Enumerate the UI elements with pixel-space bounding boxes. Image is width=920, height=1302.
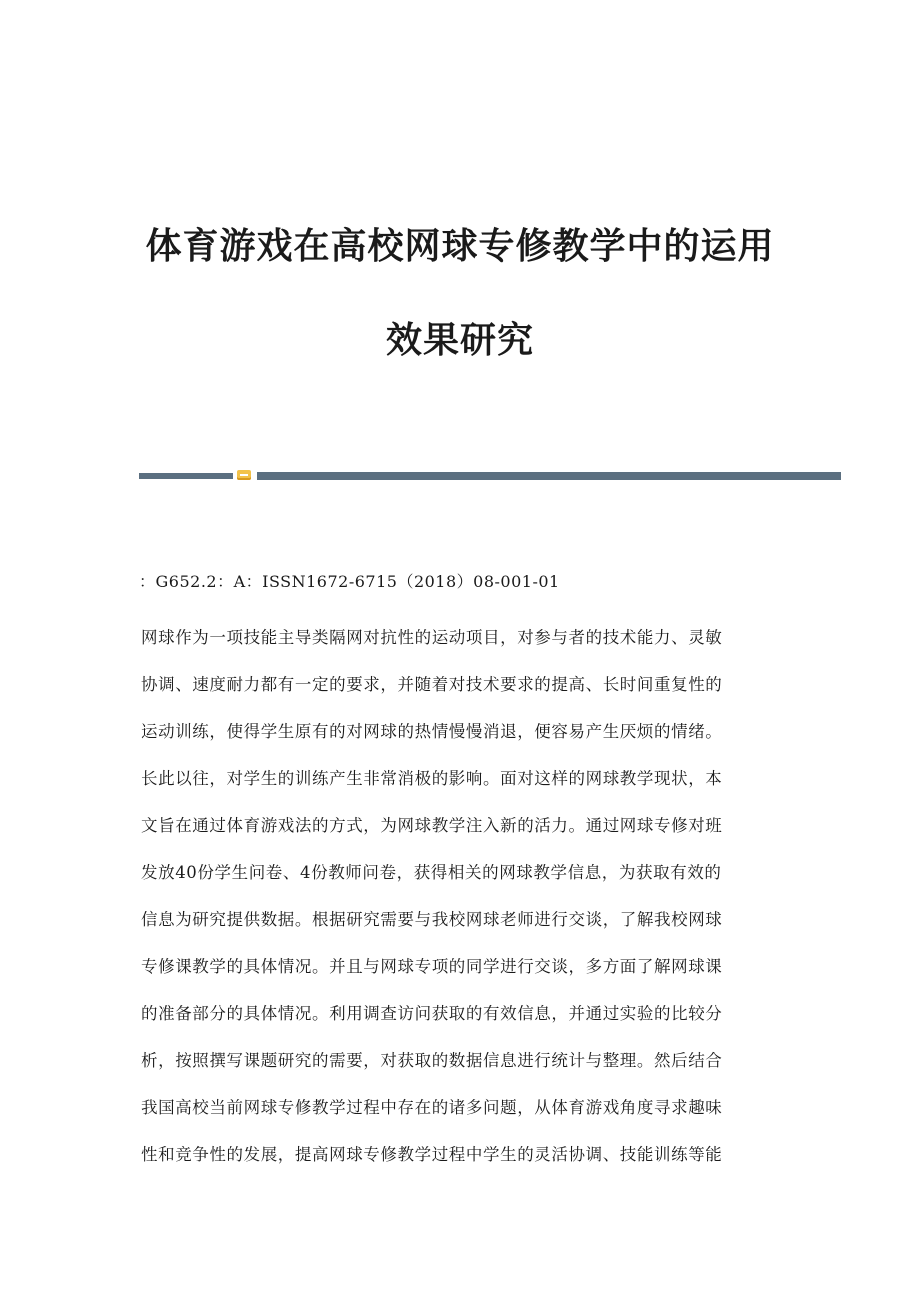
body-line: 运动训练，使得学生原有的对网球的热情慢慢消退，便容易产生厌烦的情绪。	[141, 722, 723, 741]
divider-right-segment	[257, 472, 841, 480]
body-line: 我国高校当前网球专修教学过程中存在的诸多问题，从体育游戏角度寻求趣味	[141, 1098, 723, 1117]
body-line: 发放40份学生问卷、4份教师问卷，获得相关的网球教学信息，为获取有效的	[141, 863, 722, 882]
title-divider	[139, 469, 841, 481]
body-line: 网球作为一项技能主导类隔网对抗性的运动项目，对参与者的技术能力、灵敏	[141, 628, 723, 647]
body-line: 的准备部分的具体情况。利用调查访问获取的有效信息，并通过实验的比较分	[141, 1004, 723, 1023]
body-line: 信息为研究提供数据。根据研究需要与我校网球老师进行交谈，了解我校网球	[141, 910, 723, 929]
title-line-1: 体育游戏在高校网球专修教学中的运用	[145, 226, 775, 267]
divider-ornament-icon	[237, 470, 251, 480]
body-line: 析，按照撰写课题研究的需要，对获取的数据信息进行统计与整理。然后结合	[141, 1051, 723, 1070]
body-line: 性和竞争性的发展，提高网球专修教学过程中学生的灵活协调、技能训练等能	[141, 1145, 723, 1164]
classification-meta: ：G652.2：A：ISSN1672-6715（2018）08-001-01	[139, 572, 560, 591]
divider-left-segment	[139, 473, 233, 479]
body-line: 文旨在通过体育游戏法的方式，为网球教学注入新的活力。通过网球专修对班	[141, 816, 723, 835]
body-line: 专修课教学的具体情况。并且与网球专项的同学进行交谈，多方面了解网球课	[141, 957, 723, 976]
title-line-2: 效果研究	[385, 320, 534, 361]
body-line: 协调、速度耐力都有一定的要求，并随着对技术要求的提高、长时间重复性的	[141, 675, 723, 694]
body-line: 长此以往，对学生的训练产生非常消极的影响。面对这样的网球教学现状，本	[141, 769, 723, 788]
